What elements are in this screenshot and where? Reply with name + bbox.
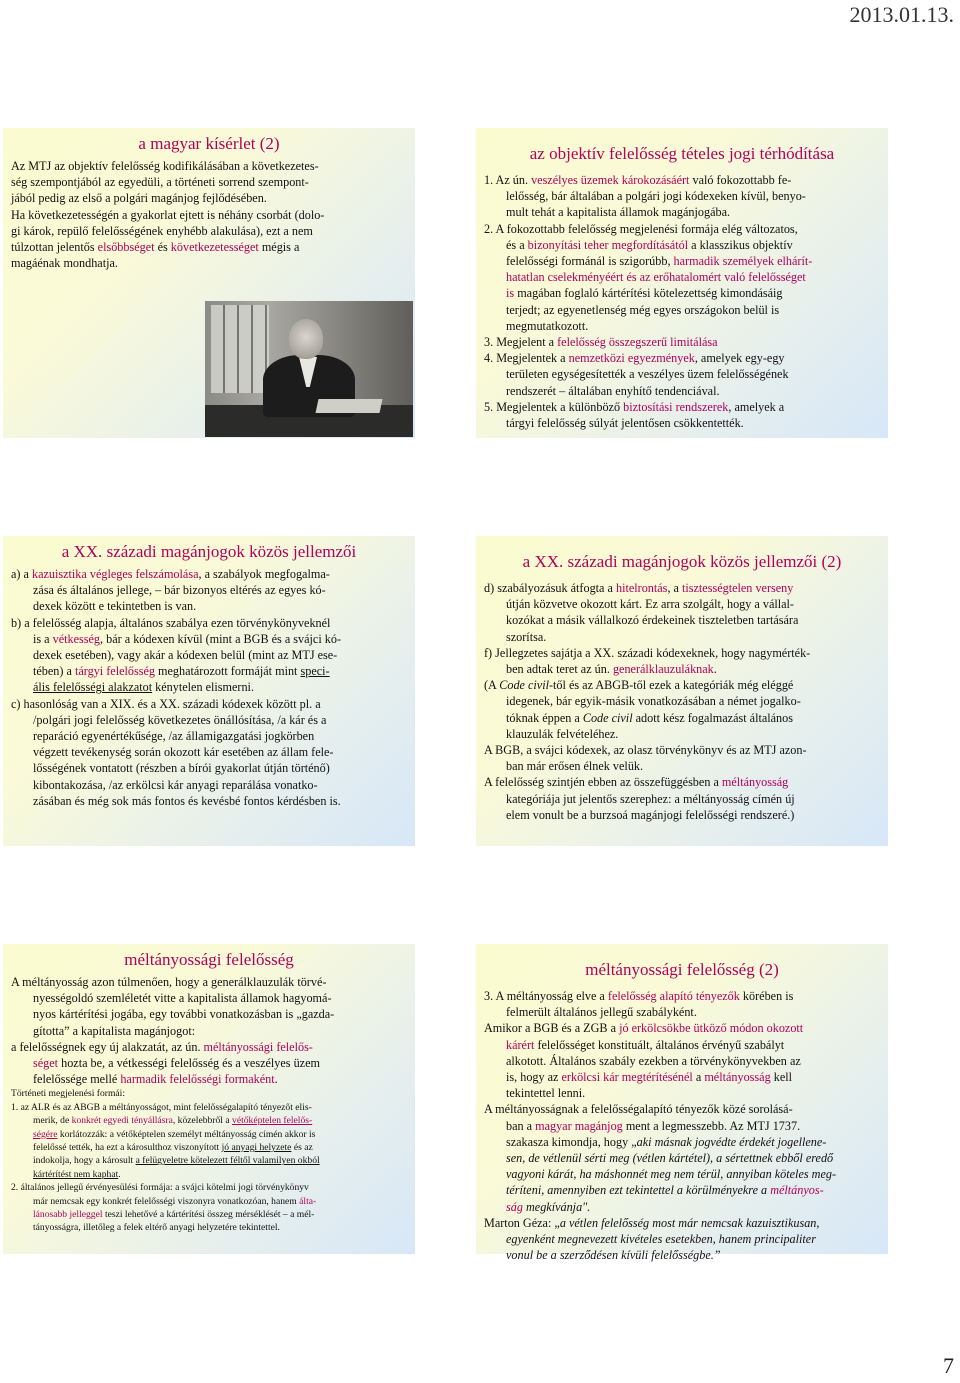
slide-footnotes [11, 1087, 407, 1234]
slide-title: méltányossági felelősség [124, 950, 294, 969]
list-item: 1. Az ún. veszélyes üzemek károkozásáért való fokozottabb fe- lelősség, bár általában a polgári jogi kódexeken kívül, benyo- mult tehát a kapitalista államok magánjogába. [484, 173, 806, 220]
slide-body [484, 988, 880, 1263]
list-item: 2. A fokozottabb felelősség megjelenési formája elég változatos, és a bizonyítási teher megfordításától a klasszikus objektív felelősségi formánál is szigorúbb, harmadik személyek elhárít- hatatlan cselekményéért és az erőhatalomért való felelősséget is magában foglaló kártérítési kötelezettség kimondásáig terjedt; az egyenetlenség még egyes országokon belül is megmutatkozott. [484, 221, 813, 333]
slide-body [484, 172, 880, 431]
slide-title: a magyar kísérlet (2) [138, 134, 280, 153]
list-item: 3. A méltányosság elve a felelősség alapító tényezők körében is felmerült általános jellegű szabályként. [484, 989, 794, 1020]
list-item: Marton Géza: „a vétlen felelősség most már nemcsak kazuisztikusan, egyenként megnevezett kivételes esetekben, hanem principaliter vonul be a szerződésen kívüli felelősségbe.” [484, 1215, 820, 1263]
slide-title: a XX. századi magánjogok közös jellemzői [61, 542, 357, 561]
slide-xx-szazadi-jellemzok-2 [476, 536, 888, 846]
slide-magyar-kiserlet [3, 128, 415, 438]
slide-meltanyossagi-felelosseg [3, 944, 415, 1254]
text-line: gi károk, repülő felelősségének enyhébb alakulása), ezt a nem [11, 223, 313, 238]
text-line: jából pedig az első a polgári magánjog fejlődésében. [11, 191, 267, 206]
slide-body [11, 974, 407, 1087]
text-line: Az MTJ az objektív felelősség kodifikálásában a következetes- [11, 159, 319, 173]
list-item: 4. Megjelentek a nemzetközi egyezmények, amelyek egy-egy területen egységesítették a veszélyes üzem felelősségének rendszerét – általában enyhítő tendenciával. [484, 351, 789, 398]
text-line: Történeti megjelenési formái: [11, 1088, 126, 1100]
text-line: magáénak mondhatja. [11, 256, 118, 271]
document-date: 2013.01.13. [849, 2, 954, 27]
text-line: ség szempontjából az egyedüli, a történeti sorrend szempont- [11, 175, 309, 190]
list-item: d) szabályozásuk átfogta a hitelrontás, a tisztességtelen verseny útján közvetve okozott kárt. Ez arra szolgált, hogy a vállal- kozókat a másik vállalkozó érdekeinek tiszteletben tartására szorítsa. [484, 581, 799, 644]
page-number: 7 [943, 1353, 954, 1378]
list-item: c) hasonlóság van a XIX. és a XX. századi kódexek között pl. a /polgári jogi felelősség következetes önállósítása, /a kár és a reparáció egyenértékűsége, /az államigazgatási jogkörben végzett tevékenység során okozott kár esetében az állam fele- lősségének vontatott (részben a bírói gyakorlat útján történő) kibontakozása, /az erkölcsi kár anyagi reparálása vonatko- zásában és még sok más fontos és kevésbé fontos kérdésben is. [11, 696, 341, 808]
slide-meltanyossagi-felelosseg-2 [476, 944, 888, 1263]
list-item: 5. Megjelentek a különböző biztosítási rendszerek, amelyek a tárgyi felelősség súlyát jelentősen csökkentették. [484, 399, 785, 431]
list-item: a) a kazuisztika végleges felszámolása, a szabályok megfogalma- zása és általános jellege, – bár bizonyos eltérés az egyes kó- dexek között e tekintetben is van. [11, 567, 330, 614]
list-item: a felelősségnek egy új alakzatát, az ún. méltányossági felelős- séget hozta be, a vétkességi felelősség és a veszélyes üzem felelőssége mellé harmadik felelősségi formaként. [11, 1039, 320, 1087]
list-item: 1. az ALR és az ABGB a méltányosságot, mint felelősségalapító tényezőt elis- merik, de konkrét egyedi tényállásra, közelebbről a vétőképtelen felelős- ségére korlátozzák: a vétőképtelen személyt méltányosság címén akkor is felelőssé tették, ha ezt a károsulthoz viszonyított jó anyagi helyzete és az indokolja, hogy a károsult a felügyeletre kötelezett féltől valamilyen okból kártérítést nem kaphat. [11, 1101, 320, 1180]
slide-body [11, 566, 407, 809]
slide-title: méltányossági felelősség (2) [585, 960, 779, 979]
slide-objektiv-felelosseg [476, 128, 888, 438]
text-line: Ha következetességén a gyakorlat ejtett is néhány csorbát (dolo- [11, 207, 325, 222]
slide-body [11, 158, 407, 271]
list-item: A felelősség szintjén ebben az összefüggésben a méltányosság kategóriája jut jelentős szerephez: a méltányosság címén új elem vonult be a burzsoá magánjogi felelősségi rendszeré.) [484, 775, 795, 822]
slide-xx-szazadi-jellemzok [3, 536, 415, 846]
list-item: b) a felelősség alapja, általános szabálya ezen törvénykönyveknél is a vétkesség, bár a kódexen kívül (mint a BGB és a svájci kó- dexek esetében), vagy akár a kódexen belül (mint az MTJ ese- tében) a tárgyi felelősség meghatározott formáját mint speci- ális felelősségi alakzatot kénytelen elismerni. [11, 615, 342, 695]
slide-title: a XX. századi magánjogok közös jellemzői (2) [522, 552, 842, 571]
slide-body [484, 580, 880, 823]
portrait-photo-icon [205, 301, 413, 437]
list-item: A méltányosságnak a felelősségalapító tényezők közé sorolásá- ban a magyar magánjog ment a legmesszebb. Az MTJ 1737. szakasza kimondja, hogy „aki másnak jogvédte érdekét jogellene- sen, de vétlenül sérti meg (vétlen kártétel), a sértettnek ebből eredő vagyoni kárát, ha máshonnét meg nem térül, annyiban köteles meg- téríteni, amennyiben ezt tekintettel a körülményekre a méltányos- ság megkívánja". [484, 1102, 837, 1214]
list-item: A BGB, a svájci kódexek, az olasz törvénykönyv és az MTJ azon- ban már erősen élnek velük. [484, 743, 807, 774]
list-item: 2. általános jellegű érvényesülési formája: a svájci kötelmi jogi törvénykönyv már nemcsak egy konkrét felelősségi viszonyra vonatkozóan, hanem álta- lánosabb jelleggel teszi lehetővé a kártérítési összeg mérséklését – a mél- tányosságra, illetőleg a felek eltérő anyagi helyzetére tekintettel. [11, 1182, 317, 1234]
slide-title: az objektív felelősség tételes jogi térhódítása [529, 144, 835, 163]
list-item: A méltányosság azon túlmenően, hogy a generálklauzulák törvé- nyességoldó szemléletét vitte a kapitalista államok hagyomá- nyos kártérítési jogába, egy további vonatkozásban is „gazda- gította” a kapitalista magánjogot: [11, 975, 335, 1038]
list-item: f) Jellegzetes sajátja a XX. századi kódexeknek, hogy nagymérték- ben adtak teret az ún. generálklauzuláknak. [484, 645, 811, 677]
list-item: (A Code civil-től és az ABGB-től ezek a kategóriák még eléggé idegenek, bár egyik-másik vonatkozásában a német jogalko- tóknak éppen a Code civil adott kész fogalmazást általános klauzulák felvételéhez. [484, 678, 801, 741]
list-item: 3. Megjelent a felelősség összegszerű limitálása [484, 335, 718, 350]
list-item: Amikor a BGB és a ZGB a jó erkölcsökbe ütköző módon okozott kárért felelősséget konstituált, általános érvényű szabályt alkotott. Általános szabály ezekben a törvénykönyvekben az is, hogy az erkölcsi kár megtérítésénél a méltányosság kell tekintettel lenni. [484, 1021, 804, 1101]
text-line: túlzottan jelentős elsőbbséget és következetességet mégis a [11, 240, 300, 255]
